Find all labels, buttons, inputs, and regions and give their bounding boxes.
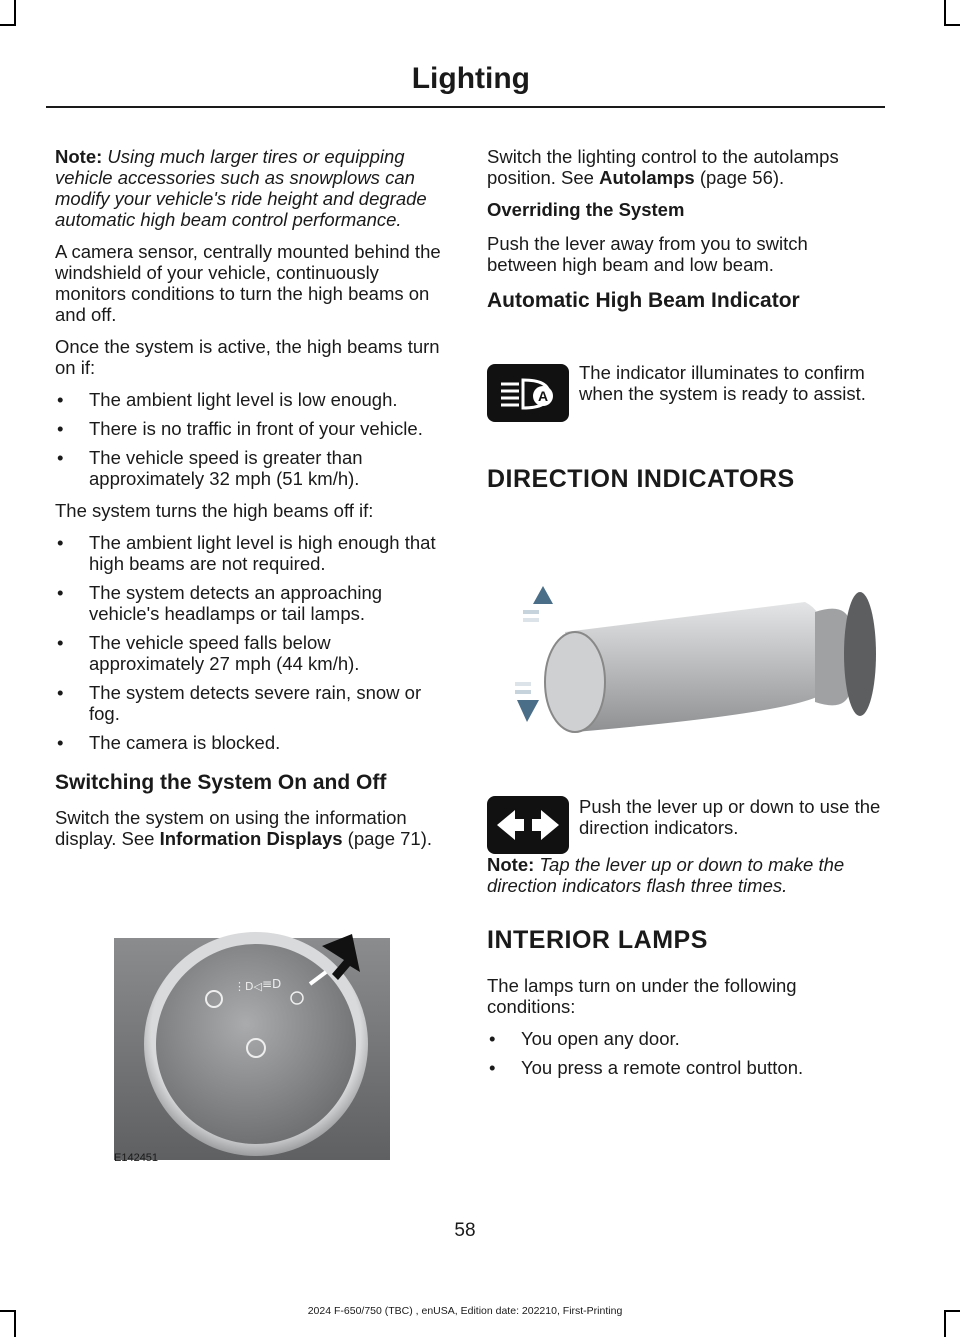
information-displays-link[interactable]: Information Displays [159, 828, 343, 849]
lever-figure [505, 582, 885, 742]
note-text: Tap the lever up or down to make the direction indicators flash three times. [487, 854, 845, 896]
lever-text: Push the lever up or down to use the direction indicators. [579, 796, 881, 838]
direction-arrows-icon [487, 796, 569, 854]
on-conditions-list [55, 389, 448, 489]
header-rule [46, 106, 885, 108]
list-item: • The vehicle speed is greater than approximately 32 mph (51 km/h). [55, 447, 448, 489]
direction-heading-block [487, 465, 795, 494]
on-intro: Once the system is active, the high beams turn on if: [55, 336, 440, 378]
switch-paragraph [55, 807, 448, 849]
headlamp-switch-figure [114, 924, 392, 1164]
heading-interior-lamps: INTERIOR LAMPS [487, 926, 708, 954]
list-item: • The ambient light level is low enough. [55, 389, 448, 410]
crop-mark [0, 24, 16, 26]
note-text: Using much larger tires or equipping vehicle accessories such as snowplows can modify your vehicle's ride height and degrade automatic high beam control performance. [55, 146, 427, 230]
crop-mark [944, 0, 946, 26]
headlamp-switch-illustration [114, 924, 392, 1164]
indicator-text: The indicator illuminates to confirm when the system is ready to assist. [579, 362, 866, 404]
interior-conditions-list [487, 1028, 882, 1078]
list-item: • The vehicle speed falls below approximately 27 mph (44 km/h). [55, 632, 448, 674]
turn-signal-icon [487, 796, 569, 854]
crop-mark [944, 24, 960, 26]
svg-text:⋮D◁: ⋮D◁ [234, 980, 262, 993]
multifunction-lever-illustration [505, 582, 885, 742]
list-item: • You open any door. [487, 1028, 882, 1049]
lever-description [579, 796, 883, 849]
autolamps-page-ref: (page 56). [694, 167, 785, 188]
note-high-beam [55, 146, 448, 230]
crop-mark [944, 1310, 960, 1312]
figure-code: E142451 [114, 1152, 159, 1164]
list-item: • The system detects an approaching vehicle's headlamps or tail lamps. [55, 582, 448, 624]
note-label: Note: [55, 146, 103, 167]
list-item: • The ambient light level is high enough that high beams are not required. [55, 532, 448, 574]
icon-letter: A [537, 388, 549, 404]
list-item: • The system detects severe rain, snow or fog. [55, 682, 448, 724]
list-item: • The camera is blocked. [55, 732, 448, 753]
switch-page-ref: (page 71). [342, 828, 433, 849]
heading-overriding: Overriding the System [487, 199, 685, 220]
override-paragraph: Push the lever away from you to switch between high beam and low beam. [487, 233, 808, 275]
note-label: Note: [487, 854, 535, 875]
left-column [55, 146, 448, 860]
auto-high-beam-icon [487, 364, 569, 422]
list-item: • You press a remote control button. [487, 1057, 882, 1078]
right-column [487, 146, 880, 325]
autolamps-text: Switch the lighting control to the autolamps position. See [487, 146, 839, 188]
indicator-description [579, 362, 879, 415]
note-direction [487, 854, 882, 896]
heading-direction-indicators: DIRECTION INDICATORS [487, 465, 795, 493]
list-item: • There is no traffic in front of your vehicle. [55, 418, 448, 439]
interior-paragraph: The lamps turn on under the following conditions: [487, 975, 797, 1017]
heading-indicator: Automatic High Beam Indicator [487, 289, 800, 312]
footer-edition: 2024 F-650/750 (TBC) , enUSA, Edition date: 202210, First-Printing [307, 1305, 623, 1317]
high-beam-icon [487, 364, 569, 422]
off-intro: The system turns the high beams off if: [55, 500, 374, 521]
page-title: Lighting [411, 62, 530, 95]
crop-mark [944, 1310, 946, 1337]
svg-text:≡D: ≡D [262, 977, 282, 991]
autolamps-paragraph [487, 146, 880, 188]
switch-text: Switch the system on using the information display. See [55, 807, 407, 849]
off-conditions-list [55, 532, 448, 753]
direction-note-block [487, 854, 882, 1089]
autolamps-link[interactable]: Autolamps [599, 167, 695, 188]
page-number: 58 [454, 1220, 476, 1241]
crop-mark [14, 0, 16, 26]
camera-paragraph: A camera sensor, centrally mounted behind the windshield of your vehicle, continuously monitors conditions to turn the high beams on and off. [55, 241, 441, 325]
heading-switching: Switching the System On and Off [55, 771, 387, 794]
